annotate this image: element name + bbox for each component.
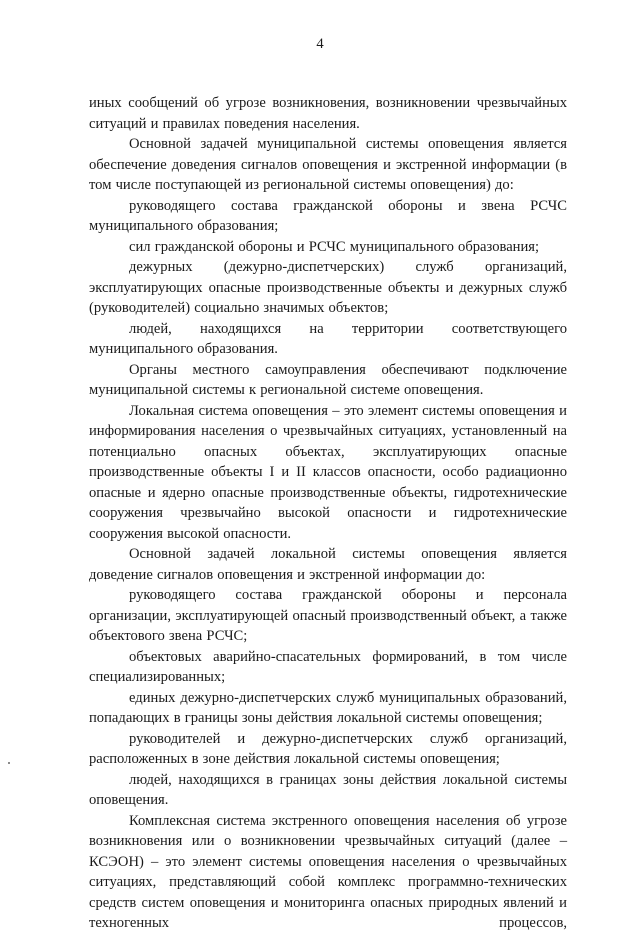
paragraph-7: Органы местного самоуправления обеспечивают подключение муниципальной системы к региональной системе оповещения. — [89, 361, 567, 398]
paragraph-11: объектовых аварийно-спасательных формирований, в том числе специализированных; — [89, 648, 567, 685]
paragraph-5: дежурных (дежурно-диспетчерских) служб организаций, эксплуатирующих опасные производственные объекты и дежурных служб (руководителей) социально значимых объектов; — [89, 259, 567, 316]
paragraph-13: руководителей и дежурно-диспетчерских служб организаций, расположенных в зоне действия локальной системы оповещения; — [89, 730, 567, 767]
paragraph-12: единых дежурно-диспетчерских служб муниципальных образований, попадающих в границы зоны действия локальной системы оповещения; — [89, 689, 567, 726]
paragraph-1: иных сообщений об угрозе возникновения, возникновении чрезвычайных ситуаций и правилах поведения населения. — [89, 95, 567, 132]
paragraph-6: людей, находящихся на территории соответствующего муниципального образования. — [89, 320, 567, 357]
paragraph-15: Комплексная система экстренного оповещения населения об угрозе возникновения или о возникновении чрезвычайных ситуаций (далее – КСЭОН) – это элемент системы оповещения населения о чрезвычайных ситуациях, представляющий собой комплекс программно-технических средств систем оповещения и мониторинга опасных природных явлений и техногенных процессов, — [89, 812, 567, 931]
paragraph-4: сил гражданской обороны и РСЧС муниципального образования; — [129, 238, 540, 255]
page-number: 4 — [316, 36, 324, 52]
paragraph-10: руководящего состава гражданской обороны и персонала организации, эксплуатирующей опасный производственный объект, а также объектового звена РСЧС; — [89, 587, 567, 644]
paragraph-9: Основной задачей локальной системы оповещения является доведение сигналов оповещения и экстренной информации до: — [89, 546, 567, 583]
document-body — [89, 93, 567, 934]
paragraph-14: людей, находящихся в границах зоны действия локальной системы оповещения. — [89, 771, 567, 808]
margin-mark — [8, 762, 10, 764]
paragraph-8: Локальная система оповещения – это элемент системы оповещения и информирования населения о чрезвычайных ситуациях, установленный на потенциально опасных объектах, эксплуатирующих опасные производственные объекты I и II классов опасности, особо радиационно опасные и ядерно опасные производственные объекты, гидротехнические сооружения чрезвычайно высокой опасности и гидротехнические сооружения высокой опасности. — [89, 402, 567, 542]
paragraph-3: руководящего состава гражданской обороны и звена РСЧС муниципального образования; — [89, 197, 567, 234]
paragraph-2: Основной задачей муниципальной системы оповещения является обеспечение доведения сигналов оповещения и экстренной информации (в том числе поступающей из региональной системы оповещения) до: — [89, 136, 567, 193]
